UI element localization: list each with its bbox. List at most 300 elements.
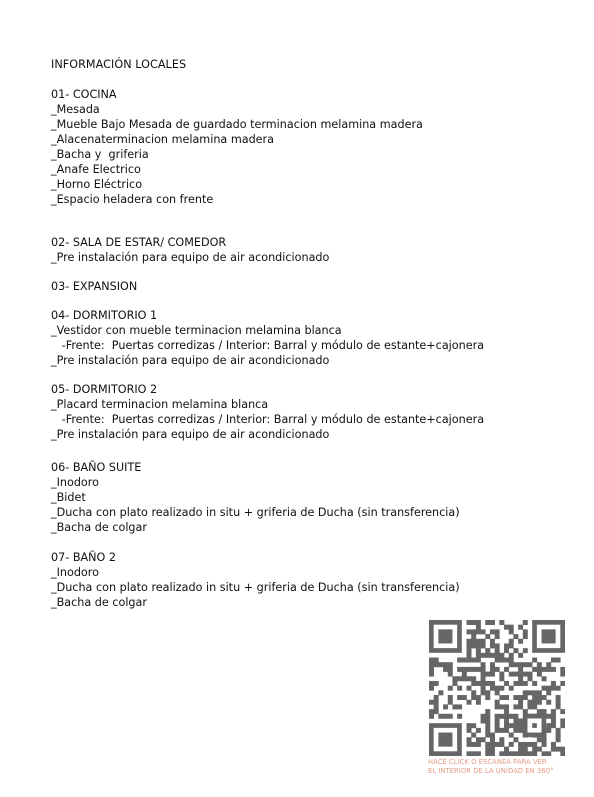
qr-module: [546, 728, 551, 733]
qr-module: [513, 751, 518, 756]
qr-module: [490, 681, 495, 686]
qr-module: [523, 620, 528, 625]
qr-module: [490, 672, 495, 677]
qr-module: [495, 742, 500, 747]
qr-module: [443, 662, 448, 667]
qr-module: [518, 742, 523, 747]
list-item: _Bacha de colgar: [51, 596, 147, 609]
qr-module: [467, 620, 472, 625]
qr-module: [457, 714, 462, 719]
qr-module: [457, 695, 462, 700]
qr-module: [448, 667, 453, 672]
qr-module: [495, 658, 500, 663]
qr-module: [518, 751, 523, 756]
qr-module: [457, 676, 462, 681]
qr-module: [490, 747, 495, 752]
qr-code[interactable]: [429, 620, 565, 756]
qr-module: [448, 714, 453, 719]
qr-module: [527, 662, 532, 667]
qr-module: [560, 709, 565, 714]
qr-module: [476, 728, 481, 733]
qr-module: [452, 704, 457, 709]
qr-module: [490, 742, 495, 747]
qr-module: [504, 728, 509, 733]
qr-module: [560, 718, 565, 723]
qr-module: [546, 714, 551, 719]
qr-module: [476, 751, 481, 756]
qr-module: [485, 672, 490, 677]
qr-module: [560, 681, 565, 686]
qr-module: [467, 667, 472, 672]
qr-module: [429, 667, 434, 672]
section-dormitorio-1: [51, 308, 484, 368]
qr-module: [513, 662, 518, 667]
qr-module: [518, 718, 523, 723]
section-heading: 05- DORMITORIO 2: [51, 383, 158, 396]
qr-module: [546, 751, 551, 756]
qr-module: [504, 681, 509, 686]
qr-module: [509, 733, 514, 738]
qr-module: [481, 681, 486, 686]
qr-module: [495, 667, 500, 672]
qr-module: [551, 667, 556, 672]
qr-module: [499, 742, 504, 747]
qr-module: [518, 704, 523, 709]
list-item: _Vestidor con mueble terminacion melamina blanca: [51, 324, 342, 337]
qr-module: [551, 658, 556, 663]
qr-module: [532, 700, 537, 705]
qr-module: [518, 625, 523, 630]
list-item: _Pre instalación para equipo de air acondicionado: [51, 354, 330, 367]
qr-module: [509, 742, 514, 747]
qr-module: [434, 700, 439, 705]
qr-module: [457, 686, 462, 691]
section-sala-de-estar: [51, 235, 329, 265]
qr-module: [546, 662, 551, 667]
qr-module: [499, 728, 504, 733]
qr-finder-inner: [438, 733, 452, 747]
qr-module: [481, 714, 486, 719]
qr-module: [499, 676, 504, 681]
qr-module: [481, 718, 486, 723]
qr-module: [485, 653, 490, 658]
qr-module: [560, 667, 565, 672]
qr-module: [457, 667, 462, 672]
qr-module: [490, 737, 495, 742]
qr-module: [509, 629, 514, 634]
qr-module: [523, 662, 528, 667]
qr-module: [523, 648, 528, 653]
qr-module: [481, 686, 486, 691]
list-item: _Placard terminacion melamina blanca: [51, 398, 269, 411]
qr-module: [471, 681, 476, 686]
qr-module: [532, 751, 537, 756]
qr-module: [467, 676, 472, 681]
qr-module: [537, 695, 542, 700]
qr-module: [560, 747, 565, 752]
qr-module: [532, 747, 537, 752]
qr-module: [476, 737, 481, 742]
qr-module: [556, 700, 561, 705]
qr-module: [429, 714, 434, 719]
qr-module: [495, 728, 500, 733]
list-item: _Espacio heladera con frente: [51, 193, 214, 206]
qr-finder-inner: [438, 629, 452, 643]
qr-module: [537, 737, 542, 742]
qr-module: [443, 704, 448, 709]
qr-module: [448, 695, 453, 700]
qr-module: [467, 658, 472, 663]
qr-module: [485, 648, 490, 653]
qr-module: [499, 686, 504, 691]
qr-module: [495, 634, 500, 639]
qr-module: [504, 714, 509, 719]
qr-module: [434, 704, 439, 709]
qr-module: [429, 686, 434, 691]
qr-module: [485, 718, 490, 723]
qr-module: [476, 681, 481, 686]
section-heading: 04- DORMITORIO 1: [51, 309, 158, 322]
qr-module: [462, 667, 467, 672]
qr-module: [434, 681, 439, 686]
qr-module: [481, 737, 486, 742]
qr-module: [542, 737, 547, 742]
qr-module: [471, 751, 476, 756]
qr-module: [542, 695, 547, 700]
qr-module: [448, 662, 453, 667]
qr-caption-line-1[interactable]: HACÉ CLICK O ESCANEÁ PARA VER: [428, 758, 547, 766]
qr-module: [504, 751, 509, 756]
qr-module: [457, 658, 462, 663]
qr-module: [532, 658, 537, 663]
qr-module: [523, 629, 528, 634]
qr-module: [499, 704, 504, 709]
qr-caption-line-2[interactable]: EL INTERIOR DE LA UNIDAD EN 360°: [428, 767, 554, 775]
qr-module: [467, 728, 472, 733]
qr-module: [462, 672, 467, 677]
qr-module: [532, 681, 537, 686]
qr-module: [490, 620, 495, 625]
qr-module: [485, 733, 490, 738]
qr-module: [551, 714, 556, 719]
qr-code-icon[interactable]: [429, 620, 565, 756]
qr-module: [499, 653, 504, 658]
qr-module: [462, 695, 467, 700]
qr-module: [471, 634, 476, 639]
qr-module: [481, 643, 486, 648]
qr-module: [485, 714, 490, 719]
qr-module: [527, 690, 532, 695]
list-item: _Ducha con plato realizado in situ + griferia de Ducha (sin transferencia): [51, 506, 460, 519]
qr-module: [532, 704, 537, 709]
qr-module: [476, 700, 481, 705]
qr-module: [551, 742, 556, 747]
qr-module: [434, 695, 439, 700]
list-item: _Mesada: [51, 103, 100, 116]
qr-module: [485, 695, 490, 700]
qr-module: [448, 700, 453, 705]
qr-module: [542, 667, 547, 672]
qr-module: [513, 714, 518, 719]
qr-module: [471, 639, 476, 644]
qr-module: [467, 629, 472, 634]
qr-module: [518, 747, 523, 752]
qr-module: [471, 658, 476, 663]
qr-module: [495, 700, 500, 705]
qr-module: [509, 653, 514, 658]
qr-module: [495, 643, 500, 648]
qr-module: [448, 672, 453, 677]
qr-module: [542, 709, 547, 714]
qr-module: [560, 672, 565, 677]
list-item: _Mueble Bajo Mesada de guardado terminacion melamina madera: [51, 118, 423, 131]
qr-module: [513, 695, 518, 700]
qr-module: [485, 681, 490, 686]
qr-module: [504, 704, 509, 709]
qr-module: [438, 662, 443, 667]
qr-module: [527, 742, 532, 747]
qr-module: [429, 681, 434, 686]
qr-module: [518, 700, 523, 705]
qr-module: [504, 695, 509, 700]
qr-module: [495, 648, 500, 653]
qr-module: [546, 723, 551, 728]
qr-module: [556, 737, 561, 742]
section-bano-2: [51, 550, 460, 610]
qr-module: [438, 690, 443, 695]
qr-module: [476, 639, 481, 644]
list-item: _Alacenaterminacion melamina madera: [51, 133, 275, 146]
qr-module: [476, 648, 481, 653]
list-item: -Frente: Puertas corredizas / Interior: Barral y módulo de estante+cajonera: [51, 339, 485, 352]
qr-module: [471, 723, 476, 728]
qr-module: [495, 686, 500, 691]
qr-module: [504, 625, 509, 630]
qr-module: [462, 658, 467, 663]
list-item: _Pre instalación para equipo de air acondicionado: [51, 251, 330, 264]
list-item: _Ducha con plato realizado in situ + griferia de Ducha (sin transferencia): [51, 581, 460, 594]
list-item: _Inodoro: [51, 566, 99, 579]
list-item: _Inodoro: [51, 476, 99, 489]
qr-module: [490, 686, 495, 691]
list-item: _Horno Eléctrico: [51, 178, 143, 191]
qr-module: [490, 653, 495, 658]
qr-module: [523, 742, 528, 747]
qr-module: [523, 747, 528, 752]
qr-module: [471, 733, 476, 738]
qr-module: [485, 709, 490, 714]
qr-module: [429, 662, 434, 667]
qr-module: [523, 672, 528, 677]
qr-module: [429, 672, 434, 677]
qr-module: [490, 629, 495, 634]
qr-module: [471, 620, 476, 625]
list-item: _Bacha de colgar: [51, 521, 147, 534]
section-expansion: [51, 279, 137, 294]
qr-module: [481, 653, 486, 658]
section-heading: 06- BAÑO SUITE: [51, 461, 142, 474]
qr-module: [537, 672, 542, 677]
qr-module: [518, 667, 523, 672]
qr-module: [556, 695, 561, 700]
qr-module: [499, 751, 504, 756]
qr-module: [481, 672, 486, 677]
qr-module: [467, 723, 472, 728]
qr-module: [509, 643, 514, 648]
qr-module: [551, 709, 556, 714]
qr-module: [504, 747, 509, 752]
qr-module: [476, 742, 481, 747]
qr-module: [495, 723, 500, 728]
qr-module: [485, 728, 490, 733]
qr-module: [504, 723, 509, 728]
qr-module: [542, 686, 547, 691]
qr-module: [448, 686, 453, 691]
qr-module: [551, 718, 556, 723]
document-title: INFORMACIÓN LOCALES: [51, 58, 187, 71]
qr-module: [495, 714, 500, 719]
qr-module: [513, 704, 518, 709]
qr-module: [513, 672, 518, 677]
qr-module: [546, 690, 551, 695]
qr-module: [467, 648, 472, 653]
list-item: _Anafe Electrico: [51, 163, 141, 176]
qr-module: [490, 733, 495, 738]
qr-module: [443, 714, 448, 719]
qr-module: [476, 658, 481, 663]
qr-align-inner: [532, 723, 537, 728]
qr-module: [481, 667, 486, 672]
qr-module: [476, 629, 481, 634]
qr-module: [532, 742, 537, 747]
section-dormitorio-2: [51, 382, 484, 442]
qr-module: [551, 747, 556, 752]
qr-module: [542, 751, 547, 756]
qr-module: [443, 667, 448, 672]
qr-module: [467, 639, 472, 644]
qr-module: [499, 672, 504, 677]
qr-module: [429, 700, 434, 705]
qr-module: [471, 643, 476, 648]
qr-module: [467, 643, 472, 648]
qr-module: [485, 723, 490, 728]
qr-module: [467, 653, 472, 658]
qr-module: [434, 709, 439, 714]
qr-module: [513, 718, 518, 723]
qr-module: [481, 629, 486, 634]
qr-module: [452, 676, 457, 681]
qr-module: [546, 667, 551, 672]
qr-module: [551, 686, 556, 691]
qr-module: [471, 695, 476, 700]
qr-module: [481, 690, 486, 695]
qr-module: [495, 718, 500, 723]
qr-module: [504, 709, 509, 714]
qr-module: [490, 639, 495, 644]
qr-module: [513, 681, 518, 686]
list-item: -Frente: Puertas corredizas / Interior: Barral y módulo de estante+cajonera: [51, 413, 485, 426]
qr-module: [513, 648, 518, 653]
qr-module: [523, 695, 528, 700]
qr-module: [485, 634, 490, 639]
qr-module: [518, 672, 523, 677]
qr-module: [476, 643, 481, 648]
qr-module: [560, 723, 565, 728]
qr-module: [485, 690, 490, 695]
qr-module: [556, 747, 561, 752]
qr-module: [457, 704, 462, 709]
qr-module: [532, 667, 537, 672]
qr-module: [462, 676, 467, 681]
qr-module: [509, 723, 514, 728]
qr-module: [518, 681, 523, 686]
qr-module: [476, 667, 481, 672]
qr-module: [471, 667, 476, 672]
qr-module: [518, 676, 523, 681]
qr-module: [504, 658, 509, 663]
qr-module: [551, 723, 556, 728]
qr-module: [518, 695, 523, 700]
qr-module: [509, 672, 514, 677]
qr-module: [513, 723, 518, 728]
qr-module: [518, 723, 523, 728]
qr-module: [527, 751, 532, 756]
qr-module: [467, 686, 472, 691]
qr-module: [476, 695, 481, 700]
qr-module: [485, 742, 490, 747]
list-item: _Pre instalación para equipo de air acondicionado: [51, 428, 330, 441]
qr-module: [546, 700, 551, 705]
qr-module: [523, 681, 528, 686]
qr-module: [513, 728, 518, 733]
qr-caption-link[interactable]: [428, 758, 568, 776]
qr-module: [537, 662, 542, 667]
qr-module: [556, 733, 561, 738]
qr-module: [490, 643, 495, 648]
qr-module: [532, 695, 537, 700]
qr-module: [471, 629, 476, 634]
qr-module: [523, 690, 528, 695]
qr-module: [560, 751, 565, 756]
qr-module: [509, 639, 514, 644]
qr-module: [527, 672, 532, 677]
qr-module: [471, 742, 476, 747]
section-heading: 03- EXPANSION: [51, 280, 138, 293]
section-cocina: [51, 87, 423, 207]
qr-module: [429, 658, 434, 663]
qr-module: [485, 751, 490, 756]
qr-module: [518, 639, 523, 644]
qr-module: [485, 747, 490, 752]
qr-module: [481, 676, 486, 681]
qr-module: [490, 662, 495, 667]
qr-module: [495, 690, 500, 695]
qr-module: [476, 625, 481, 630]
qr-module: [495, 653, 500, 658]
qr-module: [527, 676, 532, 681]
qr-module: [481, 662, 486, 667]
qr-module: [542, 676, 547, 681]
qr-module: [504, 718, 509, 723]
qr-module: [542, 742, 547, 747]
qr-module: [527, 700, 532, 705]
qr-module: [476, 620, 481, 625]
qr-module: [556, 686, 561, 691]
section-heading: 01- COCINA: [51, 88, 117, 101]
list-item: _Bacha y griferia: [51, 148, 149, 161]
list-item: _Bidet: [51, 491, 86, 504]
qr-module: [518, 662, 523, 667]
